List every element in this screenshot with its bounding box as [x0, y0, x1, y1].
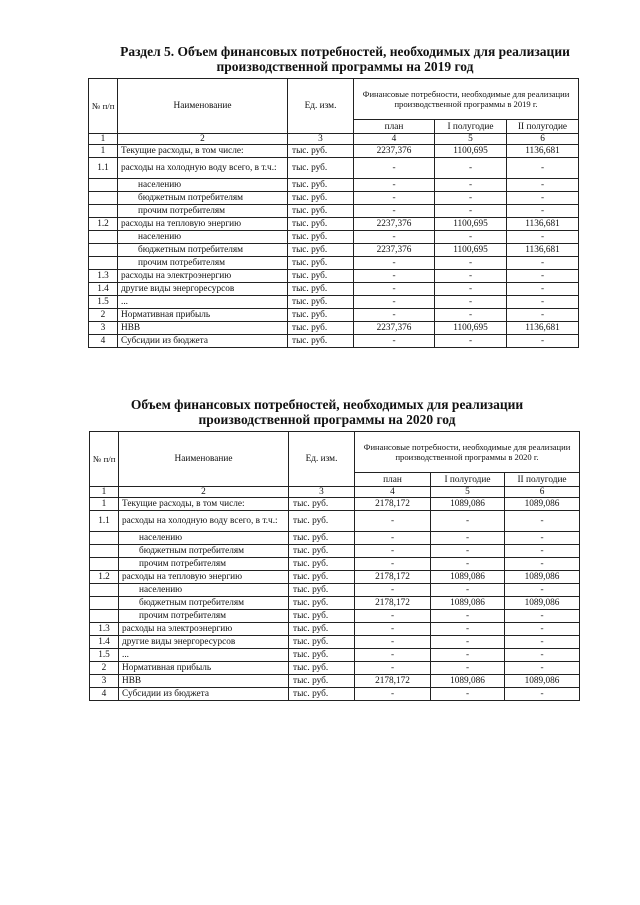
row-name: Субсидии из бюджета: [119, 688, 289, 701]
column-number: 6: [507, 134, 579, 145]
row-number: 1.2: [89, 218, 118, 231]
value-second-half: -: [507, 158, 579, 179]
column-number-row: [89, 134, 579, 145]
row-name: прочим потребителям: [119, 558, 289, 571]
row-unit: тыс. руб.: [289, 662, 355, 675]
row-unit: тыс. руб.: [289, 623, 355, 636]
row-unit: тыс. руб.: [289, 498, 355, 511]
value-second-half: 1136,681: [507, 145, 579, 158]
row-unit: тыс. руб.: [289, 584, 355, 597]
row-number: [90, 545, 119, 558]
table-row: [90, 558, 580, 571]
row-name: ...: [118, 296, 288, 309]
value-plan: -: [354, 335, 435, 348]
value-first-half: -: [435, 158, 507, 179]
row-name: расходы на электроэнергию: [118, 270, 288, 283]
header-h2: II полугодие: [505, 473, 580, 487]
header-unit: Ед. изм.: [288, 79, 354, 134]
column-number: 5: [435, 134, 507, 145]
header-row: [90, 432, 580, 473]
table-row: [89, 309, 579, 322]
row-name: бюджетным потребителям: [119, 597, 289, 610]
header-financial-needs: Финансовые потребности, необходимые для реализации производственной программы в 2019 г.: [354, 79, 579, 120]
value-plan: -: [354, 257, 435, 270]
value-second-half: -: [507, 296, 579, 309]
row-name: населению: [118, 179, 288, 192]
row-number: 1: [89, 145, 118, 158]
value-second-half: -: [505, 662, 580, 675]
row-unit: тыс. руб.: [289, 636, 355, 649]
value-plan: -: [354, 192, 435, 205]
value-plan: -: [355, 636, 431, 649]
value-first-half: -: [431, 584, 505, 597]
row-name: Текущие расходы, в том числе:: [119, 498, 289, 511]
row-number: 1.3: [89, 270, 118, 283]
row-unit: тыс. руб.: [288, 322, 354, 335]
row-unit: тыс. руб.: [288, 309, 354, 322]
header-unit: Ед. изм.: [289, 432, 355, 487]
table-row: [89, 322, 579, 335]
table-row: [90, 584, 580, 597]
row-unit: тыс. руб.: [288, 192, 354, 205]
row-number: [90, 558, 119, 571]
value-plan: -: [355, 662, 431, 675]
row-name: населению: [119, 532, 289, 545]
value-second-half: -: [505, 610, 580, 623]
row-name: расходы на тепловую энергию: [119, 571, 289, 584]
row-name: прочим потребителям: [118, 205, 288, 218]
table-row: [89, 296, 579, 309]
row-unit: тыс. руб.: [289, 649, 355, 662]
table-body: [90, 432, 580, 701]
row-name: Субсидии из бюджета: [118, 335, 288, 348]
value-first-half: 1089,086: [431, 675, 505, 688]
row-unit: тыс. руб.: [288, 145, 354, 158]
value-plan: 2178,172: [355, 498, 431, 511]
value-second-half: -: [505, 584, 580, 597]
value-second-half: -: [505, 511, 580, 532]
header-name: Наименование: [119, 432, 289, 487]
header-plan: план: [354, 120, 435, 134]
value-plan: 2178,172: [355, 675, 431, 688]
row-unit: тыс. руб.: [288, 335, 354, 348]
value-plan: 2237,376: [354, 218, 435, 231]
value-second-half: -: [507, 257, 579, 270]
value-first-half: -: [435, 270, 507, 283]
row-name: прочим потребителям: [119, 610, 289, 623]
column-number: 3: [288, 134, 354, 145]
row-unit: тыс. руб.: [288, 257, 354, 270]
row-name: Текущие расходы, в том числе:: [118, 145, 288, 158]
header-row: [89, 79, 579, 120]
value-second-half: -: [507, 309, 579, 322]
row-number: [90, 584, 119, 597]
section-2020: [0, 397, 640, 701]
row-unit: тыс. руб.: [289, 688, 355, 701]
row-unit: тыс. руб.: [288, 158, 354, 179]
value-second-half: -: [505, 532, 580, 545]
financial-table-2020: [89, 431, 580, 701]
row-unit: тыс. руб.: [288, 179, 354, 192]
value-plan: -: [355, 545, 431, 558]
title-line-2: производственной программы на 2019 год: [216, 59, 474, 74]
row-number: [89, 257, 118, 270]
value-first-half: -: [435, 231, 507, 244]
row-name: населению: [119, 584, 289, 597]
value-plan: -: [355, 688, 431, 701]
table-row: [90, 636, 580, 649]
row-name: бюджетным потребителям: [118, 192, 288, 205]
column-number: 6: [505, 487, 580, 498]
table-row: [90, 610, 580, 623]
row-number: 1.4: [90, 636, 119, 649]
financial-table-2019: [88, 78, 579, 348]
header-plan: план: [355, 473, 431, 487]
row-number: [90, 532, 119, 545]
value-plan: -: [355, 532, 431, 545]
column-number: 1: [90, 487, 119, 498]
value-plan: 2237,376: [354, 244, 435, 257]
row-name: Нормативная прибыль: [118, 309, 288, 322]
row-name: бюджетным потребителям: [118, 244, 288, 257]
column-number: 5: [431, 487, 505, 498]
row-number: 2: [89, 309, 118, 322]
value-plan: -: [355, 558, 431, 571]
value-second-half: -: [505, 688, 580, 701]
row-number: 2: [90, 662, 119, 675]
table-row: [90, 675, 580, 688]
row-name: расходы на тепловую энергию: [118, 218, 288, 231]
value-first-half: -: [435, 257, 507, 270]
table-row: [89, 270, 579, 283]
row-number: [89, 192, 118, 205]
section-2019: [0, 44, 640, 348]
value-plan: 2237,376: [354, 145, 435, 158]
column-number: 3: [289, 487, 355, 498]
value-plan: 2178,172: [355, 597, 431, 610]
row-number: 1.2: [90, 571, 119, 584]
value-second-half: 1089,086: [505, 571, 580, 584]
value-plan: -: [354, 158, 435, 179]
value-first-half: -: [435, 179, 507, 192]
value-plan: -: [354, 205, 435, 218]
table-row: [89, 335, 579, 348]
table-row: [90, 571, 580, 584]
table-row: [89, 244, 579, 257]
table-row: [89, 257, 579, 270]
value-second-half: -: [507, 231, 579, 244]
row-number: 3: [90, 675, 119, 688]
value-first-half: -: [431, 688, 505, 701]
value-second-half: -: [505, 545, 580, 558]
section-title: [0, 397, 640, 427]
value-second-half: 1089,086: [505, 597, 580, 610]
table-row: [90, 532, 580, 545]
row-unit: тыс. руб.: [288, 244, 354, 257]
row-number: [90, 597, 119, 610]
table-body: [89, 79, 579, 348]
value-second-half: -: [507, 283, 579, 296]
row-name: ...: [119, 649, 289, 662]
row-number: 1: [90, 498, 119, 511]
row-name: населению: [118, 231, 288, 244]
header-name: Наименование: [118, 79, 288, 134]
column-number: 4: [355, 487, 431, 498]
row-name: НВВ: [118, 322, 288, 335]
column-number: 4: [354, 134, 435, 145]
row-name: расходы на холодную воду всего, в т.ч.:: [119, 511, 289, 532]
header-financial-needs: Финансовые потребности, необходимые для реализации производственной программы в 2020 г.: [355, 432, 580, 473]
value-first-half: 1100,695: [435, 322, 507, 335]
value-plan: -: [355, 511, 431, 532]
title-line-1: Раздел 5. Объем финансовых потребностей, необходимых для реализации: [120, 44, 570, 59]
value-first-half: 1089,086: [431, 597, 505, 610]
header-number: № п/п: [90, 432, 119, 487]
value-plan: -: [354, 309, 435, 322]
row-number: 1.5: [89, 296, 118, 309]
row-number: 4: [89, 335, 118, 348]
value-first-half: -: [431, 662, 505, 675]
table-row: [89, 179, 579, 192]
value-first-half: -: [431, 610, 505, 623]
column-number-row: [90, 487, 580, 498]
header-h1: I полугодие: [435, 120, 507, 134]
section-title: [0, 44, 640, 74]
value-second-half: 1136,681: [507, 244, 579, 257]
row-number: [89, 231, 118, 244]
value-first-half: -: [431, 623, 505, 636]
table-row: [89, 283, 579, 296]
value-second-half: 1089,086: [505, 675, 580, 688]
value-second-half: -: [505, 623, 580, 636]
value-plan: -: [354, 231, 435, 244]
value-first-half: -: [431, 545, 505, 558]
title-line-1: Объем финансовых потребностей, необходимых для реализации: [130, 397, 524, 412]
value-plan: -: [354, 296, 435, 309]
row-unit: тыс. руб.: [289, 571, 355, 584]
row-name: Нормативная прибыль: [119, 662, 289, 675]
row-number: 1.5: [90, 649, 119, 662]
row-number: 1.1: [89, 158, 118, 179]
row-unit: тыс. руб.: [289, 511, 355, 532]
value-second-half: 1136,681: [507, 218, 579, 231]
value-plan: -: [355, 610, 431, 623]
table-row: [90, 688, 580, 701]
row-unit: тыс. руб.: [288, 231, 354, 244]
row-number: 1.1: [90, 511, 119, 532]
value-first-half: 1100,695: [435, 244, 507, 257]
value-first-half: -: [435, 283, 507, 296]
table-row: [89, 192, 579, 205]
value-first-half: -: [435, 192, 507, 205]
row-name: прочим потребителям: [118, 257, 288, 270]
row-name: другие виды энергоресурсов: [119, 636, 289, 649]
row-name: расходы на электроэнергию: [119, 623, 289, 636]
value-first-half: -: [435, 309, 507, 322]
table-row: [90, 511, 580, 532]
value-second-half: -: [507, 192, 579, 205]
table-row: [89, 205, 579, 218]
value-plan: -: [355, 649, 431, 662]
row-number: 1.4: [89, 283, 118, 296]
title-line-2: производственной программы на 2020 год: [198, 412, 456, 427]
row-number: 4: [90, 688, 119, 701]
header-h2: II полугодие: [507, 120, 579, 134]
value-first-half: 1100,695: [435, 218, 507, 231]
value-plan: 2237,376: [354, 322, 435, 335]
column-number: 2: [118, 134, 288, 145]
table-row: [90, 649, 580, 662]
value-second-half: -: [505, 636, 580, 649]
value-first-half: -: [431, 649, 505, 662]
header-number: № п/п: [89, 79, 118, 134]
value-second-half: -: [507, 270, 579, 283]
row-number: [89, 205, 118, 218]
value-plan: 2178,172: [355, 571, 431, 584]
table-row: [90, 545, 580, 558]
row-name: расходы на холодную воду всего, в т.ч.:: [118, 158, 288, 179]
value-plan: -: [354, 270, 435, 283]
row-unit: тыс. руб.: [288, 205, 354, 218]
row-unit: тыс. руб.: [289, 597, 355, 610]
value-second-half: 1089,086: [505, 498, 580, 511]
row-unit: тыс. руб.: [288, 296, 354, 309]
value-plan: -: [355, 623, 431, 636]
value-first-half: -: [435, 205, 507, 218]
value-first-half: 1089,086: [431, 498, 505, 511]
value-first-half: 1089,086: [431, 571, 505, 584]
value-first-half: -: [431, 636, 505, 649]
row-name: бюджетным потребителям: [119, 545, 289, 558]
table-row: [89, 158, 579, 179]
row-unit: тыс. руб.: [288, 270, 354, 283]
row-unit: тыс. руб.: [289, 610, 355, 623]
value-second-half: -: [507, 179, 579, 192]
row-number: [89, 179, 118, 192]
table-row: [90, 597, 580, 610]
column-number: 1: [89, 134, 118, 145]
value-plan: -: [354, 283, 435, 296]
row-number: 1.3: [90, 623, 119, 636]
value-first-half: 1100,695: [435, 145, 507, 158]
row-unit: тыс. руб.: [289, 532, 355, 545]
value-second-half: -: [505, 649, 580, 662]
row-unit: тыс. руб.: [288, 283, 354, 296]
value-second-half: -: [507, 335, 579, 348]
table-row: [89, 218, 579, 231]
value-second-half: 1136,681: [507, 322, 579, 335]
row-unit: тыс. руб.: [289, 558, 355, 571]
column-number: 2: [119, 487, 289, 498]
value-plan: -: [355, 584, 431, 597]
value-first-half: -: [435, 335, 507, 348]
value-first-half: -: [431, 558, 505, 571]
table-row: [90, 662, 580, 675]
table-row: [90, 623, 580, 636]
row-unit: тыс. руб.: [288, 218, 354, 231]
header-h1: I полугодие: [431, 473, 505, 487]
value-first-half: -: [431, 532, 505, 545]
value-plan: -: [354, 179, 435, 192]
row-number: [89, 244, 118, 257]
value-first-half: -: [435, 296, 507, 309]
value-first-half: -: [431, 511, 505, 532]
row-name: другие виды энергоресурсов: [118, 283, 288, 296]
table-row: [89, 231, 579, 244]
value-second-half: -: [507, 205, 579, 218]
row-number: [90, 610, 119, 623]
row-name: НВВ: [119, 675, 289, 688]
row-unit: тыс. руб.: [289, 545, 355, 558]
row-unit: тыс. руб.: [289, 675, 355, 688]
table-row: [89, 145, 579, 158]
table-row: [90, 498, 580, 511]
row-number: 3: [89, 322, 118, 335]
value-second-half: -: [505, 558, 580, 571]
